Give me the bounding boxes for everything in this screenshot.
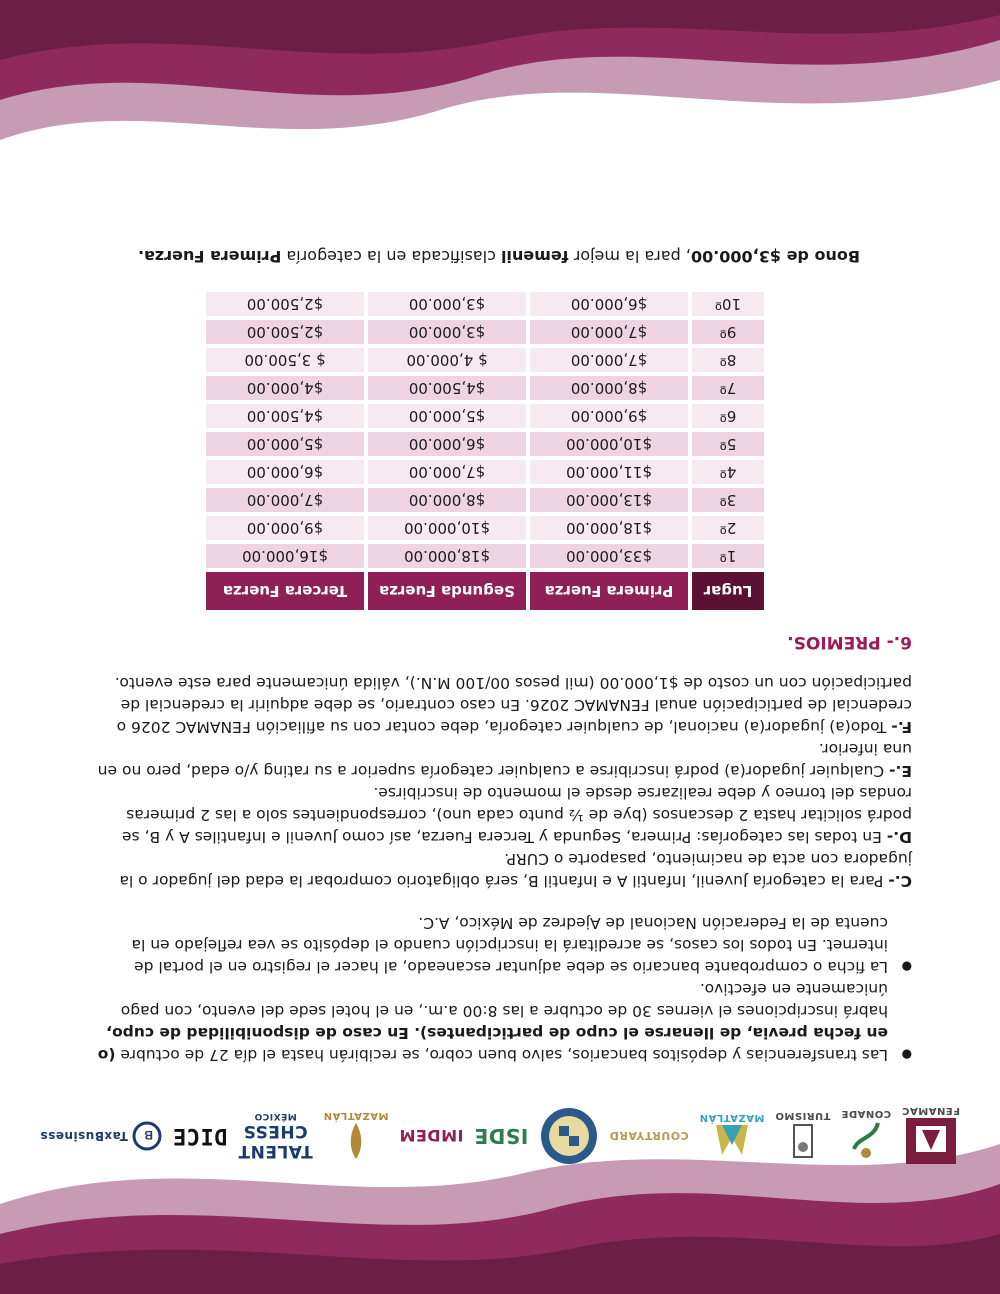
svg-text:B: B [143,1128,153,1142]
logo-mazatlan: MAZATLÁN [699,1113,764,1160]
logo-isde: ISDE [474,1124,529,1148]
table-row [206,376,764,400]
cell-segunda: $ 4,000.00 [368,348,526,372]
cell-place: 7º [692,376,764,400]
logo-taxbusiness: B TaxBusiness [40,1121,162,1151]
cell-tercera: $5,000.00 [206,432,364,456]
logo-talent-chess: TALENT CHESS MÉXICO [238,1111,313,1161]
header-primera: Primera Fuerza [530,572,688,610]
cell-segunda: $4,500.00 [368,376,526,400]
cell-segunda: $7,000.00 [368,460,526,484]
table-row [206,320,764,344]
cell-primera: $10,000.00 [530,432,688,456]
cell-primera: $33,000.00 [530,544,688,568]
cell-tercera: $4,000.00 [206,376,364,400]
registration-bullets [86,912,912,1066]
cell-segunda: $3,000.00 [368,292,526,316]
cell-segunda: $8,000.00 [368,488,526,512]
table-row [206,488,764,512]
cell-primera: $11,000.00 [530,460,688,484]
table-row [206,292,764,316]
logo-chess-club [539,1106,599,1166]
header-lugar: Lugar [692,572,764,610]
logo-dice: DICE [172,1123,228,1149]
logo-imdem: IMDEM [399,1126,464,1146]
logo-turismo: TURISMO [775,1111,831,1162]
rule-d: D.- En todas las categorías: Primera, Segunda y Tercera Fuerza, así como Juvenil e Infantiles A y B, se podrá solicitar hasta 2 descansos (bye de ½ punto cada uno), correspondientes solo a las 2 primeras rondas del torneo y debe realizarse desde el momento de inscribirse. [122,784,912,846]
bullet-transfers: ● Las transferencias y depósitos bancarios, salvo buen cobro, se recibirán hasta el día 27 de octubre (o en fecha previa, de llenarse el cupo de participantes). En caso de disponibilidad de cupo, habrá inscripciones el viernes 30 de octubre a las 8:00 a.m., en el hotel sede del evento, con pago únicamente en efectivo. [86,978,888,1066]
cell-tercera: $16,000.00 [206,544,364,568]
cell-primera: $7,000.00 [530,348,688,372]
cell-place: 5º [692,432,764,456]
cell-primera: $7,000.00 [530,320,688,344]
header-segunda: Segunda Fuerza [368,572,526,610]
rule-e: E.- Cualquier jugador(a) podrá inscribirse a cualquier categoría superior a su rating y/o edad, pero no en una inferior. [97,740,912,780]
main-content [86,247,912,1066]
table-header-row [206,572,764,610]
table-row [206,516,764,540]
rule-c: C.- Para la categoría Juvenil, Infantil A e Infantil B, será obligatorio comprobar la edad del jugador o la jugadora con acta de nacimiento, pasaporte o CURP. [119,850,912,890]
section-title-premios: 6.- PREMIOS. [787,632,912,652]
cell-primera: $18,000.00 [530,516,688,540]
cell-tercera: $4,500.00 [206,404,364,428]
cell-place: 8º [692,348,764,372]
table-row [206,404,764,428]
cell-tercera: $6,000.00 [206,460,364,484]
logo-conade: CONADE [841,1109,891,1164]
prizes-table [202,288,768,614]
cell-primera: $6,000.00 [530,292,688,316]
table-row [206,544,764,568]
cell-segunda: $3,000.00 [368,320,526,344]
logo-fenamac: FENAMAC [902,1106,960,1167]
logo-courtyard: COURTYARD [609,1129,689,1143]
table-row [206,460,764,484]
female-bonus-note: Bono de $3,000.00, para la mejor femenil clasificada en la categoría Primera Fuerza. [137,247,861,266]
cell-place: 10º [692,292,764,316]
cell-segunda: $5,000.00 [368,404,526,428]
cell-place: 3º [692,488,764,512]
cell-tercera: $9,000.00 [206,516,364,540]
cell-segunda: $6,000.00 [368,432,526,456]
cell-tercera: $7,000.00 [206,488,364,512]
cell-primera: $8,000.00 [530,376,688,400]
bullet-receipt: ● La ficha o comprobante bancario se debe adjuntar escaneado, al hacer el registro en el portal de internet. En todos los casos, se acreditará la inscripción cuando el depósito se vea reflejado en la cuenta de la Federación Nacional de Ajedrez de México, A.C. [86,912,888,978]
cell-place: 1º [692,544,764,568]
table-row [206,432,764,456]
bottom-wave-decoration [0,0,1000,200]
cell-tercera: $2,500.00 [206,320,364,344]
cell-primera: $13,000.00 [530,488,688,512]
cell-primera: $9,000.00 [530,404,688,428]
cell-place: 4º [692,460,764,484]
cell-segunda: $10,000.00 [368,516,526,540]
cell-tercera: $ 3,500.00 [206,348,364,372]
rule-f: F.- Todo(a) jugador(a) nacional, de cualquier categoría, debe contar con su afiliación FENAMAC 2026 o credencial de participación anual FENAMAC 2026. En caso contrario, se debe adquirir la credencial de participación con un costo de $1,000.00 (mil pesos 00/100 M.N.), válida únicamente para este evento. [114,674,912,736]
table-row [206,348,764,372]
cell-place: 2º [692,516,764,540]
cell-place: 6º [692,404,764,428]
cell-place: 9º [692,320,764,344]
cell-tercera: $2,500.00 [206,292,364,316]
header-tercera: Tercera Fuerza [206,572,364,610]
sponsor-logos [40,1096,960,1176]
cell-segunda: $18,000.00 [368,544,526,568]
logo-mazatlan-2: MAZATLÁN [323,1111,388,1162]
